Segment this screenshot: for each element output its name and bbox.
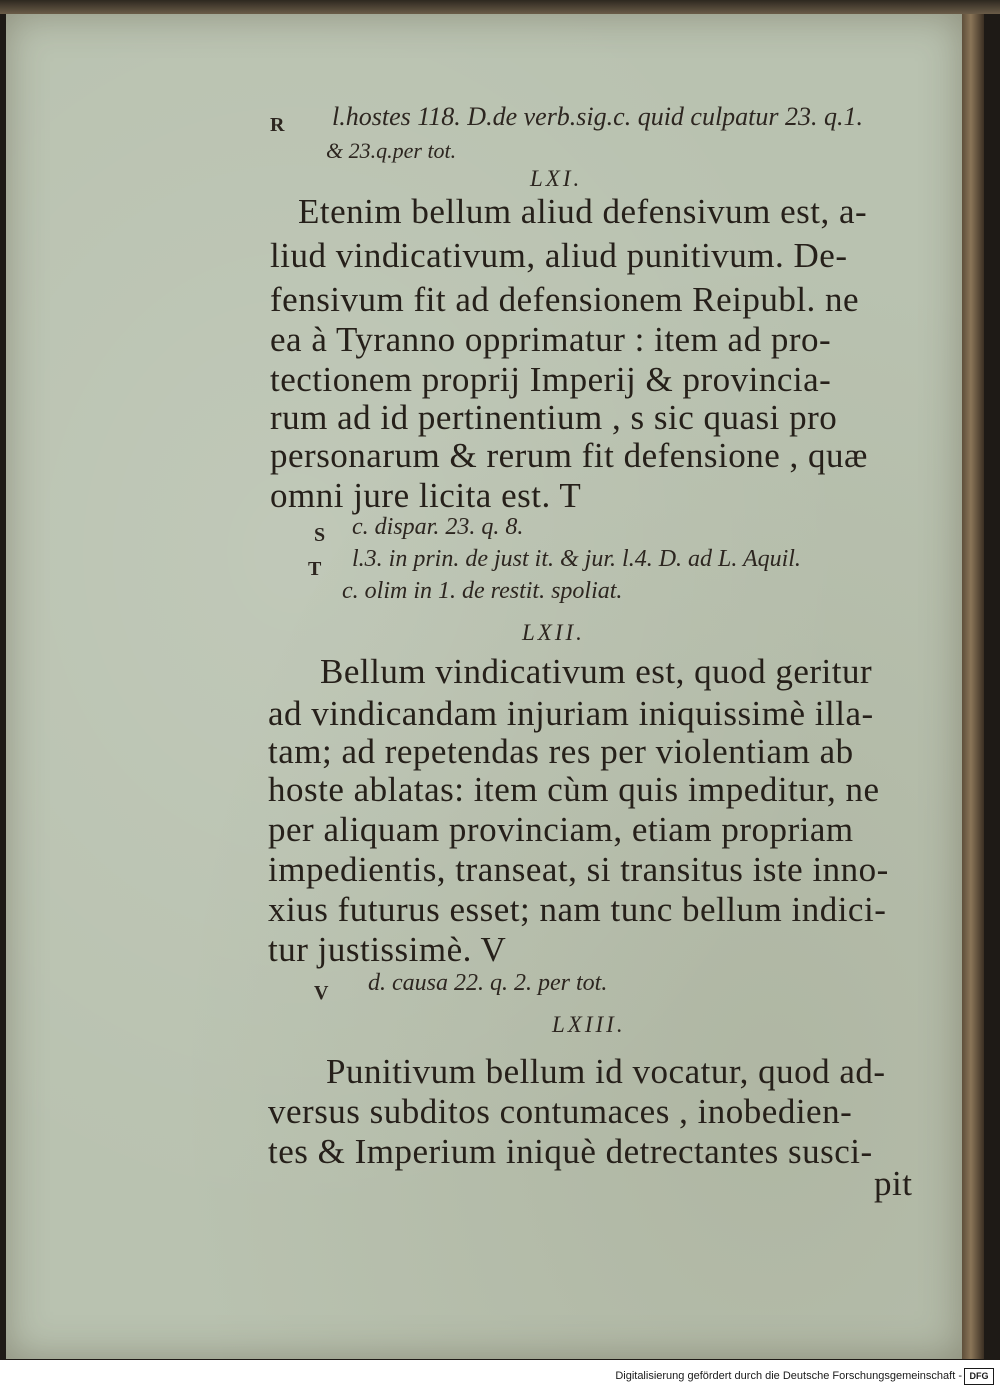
note-signature-v: V	[314, 982, 329, 1004]
book-binding-edge	[962, 14, 984, 1359]
footnote-line: d. causa 22. q. 2. per tot.	[368, 970, 608, 996]
body-line: liud vindicativum, aliud punitivum. De-	[270, 236, 848, 275]
footnote-line: c. olim in 1. de restit. spoliat.	[342, 578, 623, 604]
section-heading-63: LXIII.	[552, 1012, 626, 1037]
body-line: impedientis, transeat, si transitus iste inno-	[268, 850, 889, 889]
body-line: xius futurus esset; nam tunc bellum indici-	[268, 890, 887, 929]
body-line: omni jure licita est. T	[270, 476, 582, 515]
footnote-line: c. dispar. 23. q. 8.	[352, 514, 524, 540]
body-line: Etenim bellum aliud defensivum est, a-	[298, 192, 868, 231]
body-line: hoste ablatas: item cùm quis impeditur, ne	[268, 770, 880, 809]
catchword: pit	[874, 1164, 913, 1203]
body-line: tur justissimè. V	[268, 930, 507, 969]
scan-top-edge	[0, 0, 1000, 14]
body-line: tam; ad repetendas res per violentiam ab	[268, 732, 854, 771]
dfg-logo: DFG	[964, 1368, 994, 1385]
body-line: per aliquam provinciam, etiam propriam	[268, 810, 854, 849]
body-line: tes & Imperium iniquè detrectantes susci-	[268, 1132, 873, 1171]
body-line: fensivum fit ad defensionem Reipubl. ne	[270, 280, 860, 319]
funding-text: Digitalisierung gefördert durch die Deutsche Forschungsgemeinschaft -	[615, 1370, 962, 1382]
body-line: tectionem proprij Imperij & provincia-	[270, 360, 832, 399]
footnote-line: & 23.q.per tot.	[326, 138, 457, 163]
section-heading-62: LXII.	[522, 620, 585, 645]
section-heading-61: LXI.	[530, 166, 583, 191]
footnote-line: l.3. in prin. de just it. & jur. l.4. D. ad L. Aquil.	[352, 546, 801, 572]
body-line: rum ad id pertinentium , s sic quasi pro	[270, 398, 838, 437]
footnote-line: l.hostes 118. D.de verb.sig.c. quid culpatur 23. q.1.	[332, 102, 864, 131]
body-line: ea à Tyranno opprimatur : item ad pro-	[270, 320, 832, 359]
funding-footer	[0, 1360, 1000, 1391]
body-line: versus subditos contumaces , inobedien-	[268, 1092, 853, 1131]
body-line: personarum & rerum fit defensione , quæ	[270, 436, 868, 475]
note-signature-s: S	[314, 524, 326, 546]
body-line: ad vindicandam injuriam iniquissimè illa-	[268, 694, 874, 733]
body-line: Bellum vindicativum est, quod geritur	[320, 652, 873, 691]
body-line: Punitivum bellum id vocatur, quod ad-	[326, 1052, 886, 1091]
note-signature-r: R	[270, 114, 285, 136]
note-signature-t: T	[308, 558, 322, 580]
